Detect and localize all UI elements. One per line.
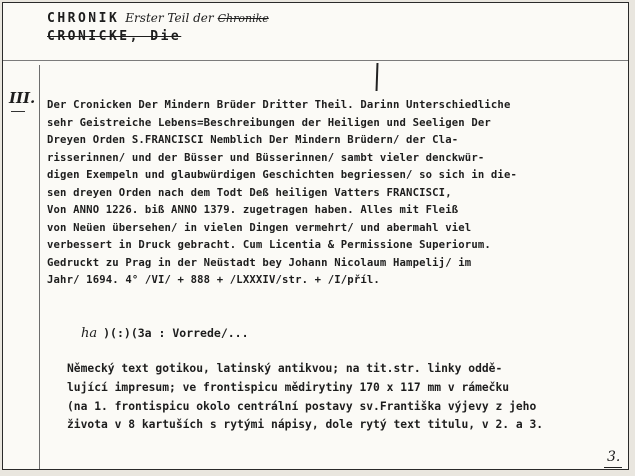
notes-block [67,360,627,435]
notes-line: (na 1. frontispicu okolo centrální postavy sv.Františka výjevy z jeho [67,399,537,413]
title-line: verbessert in Druck gebracht. Cum Licentia & Permissione Superiorum. [47,239,491,251]
title-transcription [47,97,627,290]
notes-line: Německý text gotikou, latinský antikvou; na tit.str. linky oddě- [67,362,503,375]
header-divider [3,60,629,61]
notes-line: života v 8 kartuších s rytými nápisy, dole rytý text titulu, v 2. a 3. [67,418,544,432]
page-number-underline [604,467,622,468]
catalog-card [2,2,629,470]
page-number: 3. [607,449,621,465]
collation-line [81,326,249,341]
collation-handwritten: ha [81,326,98,341]
title-line: Der Cronicken Der Mindern Brüder Dritter Theil. Darinn Unterschiedliche [47,99,511,111]
notes-line: lující impresum; ve frontispicu mědirytiny 170 x 117 mm v rámečku [67,380,510,394]
heading-handwritten: Erster Teil der [125,11,214,25]
title-line: Gedruckt zu Prag in der Neüstadt bey Johann Nicolaum Hampelij/ im [47,256,472,269]
heading-typed: CHRONIK [47,11,120,26]
margin-rule [39,65,40,470]
collation-typed: )(:)(3a : Vorrede/... [103,326,249,340]
title-line: von Neüen übersehen/ in vielen Dingen vermehrt/ und abermahl viel [47,221,472,234]
title-line: Von ANNO 1226. biß ANNO 1379. zugetragen haben. Alles mit Fleiß [47,204,459,216]
heading-line-1 [47,11,269,26]
title-line: sehr Geistreiche Lebens=Beschreibungen der Heiligen und Seeligen Der [47,116,491,129]
title-line: Dreyen Orden S.FRANCISCI Nemblich Der Mindern Brüdern/ der Cla- [47,134,459,146]
title-line: risserinnen/ und der Büsser und Büsserinnen/ sambt vieler denckwür- [47,151,485,164]
heading-line-2: CRONICKE, Die [47,29,182,44]
volume-mark-underline [11,111,25,112]
title-line: digen Exempeln und glaubwürdigen Geschichten begriessen/ so sich in die- [47,169,518,181]
heading-struck-word: Chronike [217,12,269,25]
volume-mark: III. [9,89,36,107]
pencil-tick-mark [376,63,379,91]
title-line: sen dreyen Orden nach dem Todt Deß heiligen Vatters FRANCISCI, [47,186,452,199]
title-line: Jahr/ 1694. 4° /VI/ + 888 + /LXXXIV/str. + /I/příl. [47,274,380,286]
